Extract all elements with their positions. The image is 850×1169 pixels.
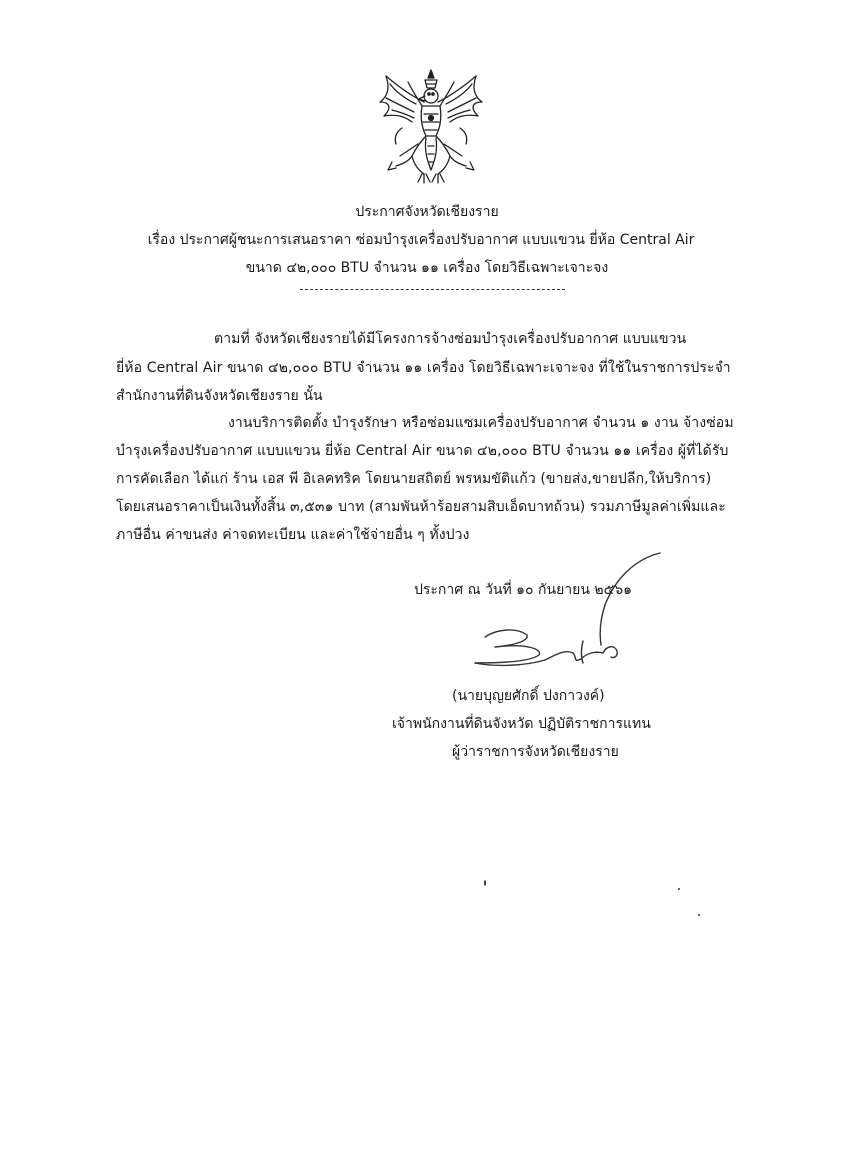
paragraph-2-line-3: การคัดเลือก ได้แก่ ร้าน เอส พี อิเลคทริค โดยนายสถิตย์ พรหมขัติแก้ว (ขายส่ง,ขายปลีก,ให้บริการ)	[116, 471, 712, 487]
subject-line: เรื่อง ประกาศผู้ชนะการเสนอราคา ซ่อมบำรุงเครื่องปรับอากาศ แบบแขวน ยี่ห้อ Central Air	[147, 232, 695, 248]
garuda-emblem-icon	[372, 66, 490, 190]
scan-speck	[484, 880, 486, 886]
paragraph-1-line-1: ตามที่ จังหวัดเชียงรายได้มีโครงการจ้างซ่อมบำรุงเครื่องปรับอากาศ แบบแขวน	[214, 331, 687, 347]
handwritten-signature	[455, 545, 670, 675]
paragraph-2-line-1: งานบริการติดตั้ง บำรุงรักษา หรือซ่อมแซมเครื่องปรับอากาศ จำนวน ๑ งาน จ้างซ่อม	[228, 415, 734, 431]
signatory-title: เจ้าพนักงานที่ดินจังหวัด ปฏิบัติราชการแทน	[392, 716, 651, 732]
paragraph-2-line-2: บำรุงเครื่องปรับอากาศ แบบแขวน ยี่ห้อ Central Air ขนาด ๔๒,๐๐๐ BTU จำนวน ๑๑ เครื่อง ผู้ที่ได้รับ	[116, 443, 729, 459]
announcement-date: ประกาศ ณ วันที่ ๑๐ กันยายน ๒๕๖๑	[414, 582, 632, 598]
paragraph-2-line-4: โดยเสนอราคาเป็นเงินทั้งสิ้น ๓,๕๓๑ บาท (สามพันห้าร้อยสามสิบเอ็ดบาทถ้วน) รวมภาษีมูลค่าเพิ่มและ	[116, 499, 726, 515]
header-separator	[300, 289, 565, 290]
subject-line-continued: ขนาด ๔๒,๐๐๐ BTU จำนวน ๑๑ เครื่อง โดยวิธีเฉพาะเจาะจง	[245, 260, 609, 276]
scan-speck	[698, 914, 700, 916]
paragraph-1-line-2: ยี่ห้อ Central Air ขนาด ๔๒,๐๐๐ BTU จำนวน ๑๑ เครื่อง โดยวิธีเฉพาะเจาะจง ที่ใช้ในราชการประจำ	[116, 360, 731, 376]
paragraph-2-line-5: ภาษีอื่น ค่าขนส่ง ค่าจดทะเบียน และค่าใช้จ่ายอื่น ๆ ทั้งปวง	[116, 527, 470, 543]
signatory-title-continued: ผู้ว่าราชการจังหวัดเชียงราย	[452, 744, 619, 760]
announcement-heading: ประกาศจังหวัดเชียงราย	[355, 204, 499, 220]
signatory-name: (นายบุญยศักดิ์ ปงกาวงค์)	[452, 688, 605, 704]
paragraph-1-line-3: สำนักงานที่ดินจังหวัดเชียงราย นั้น	[116, 388, 323, 404]
scan-speck	[678, 888, 680, 890]
